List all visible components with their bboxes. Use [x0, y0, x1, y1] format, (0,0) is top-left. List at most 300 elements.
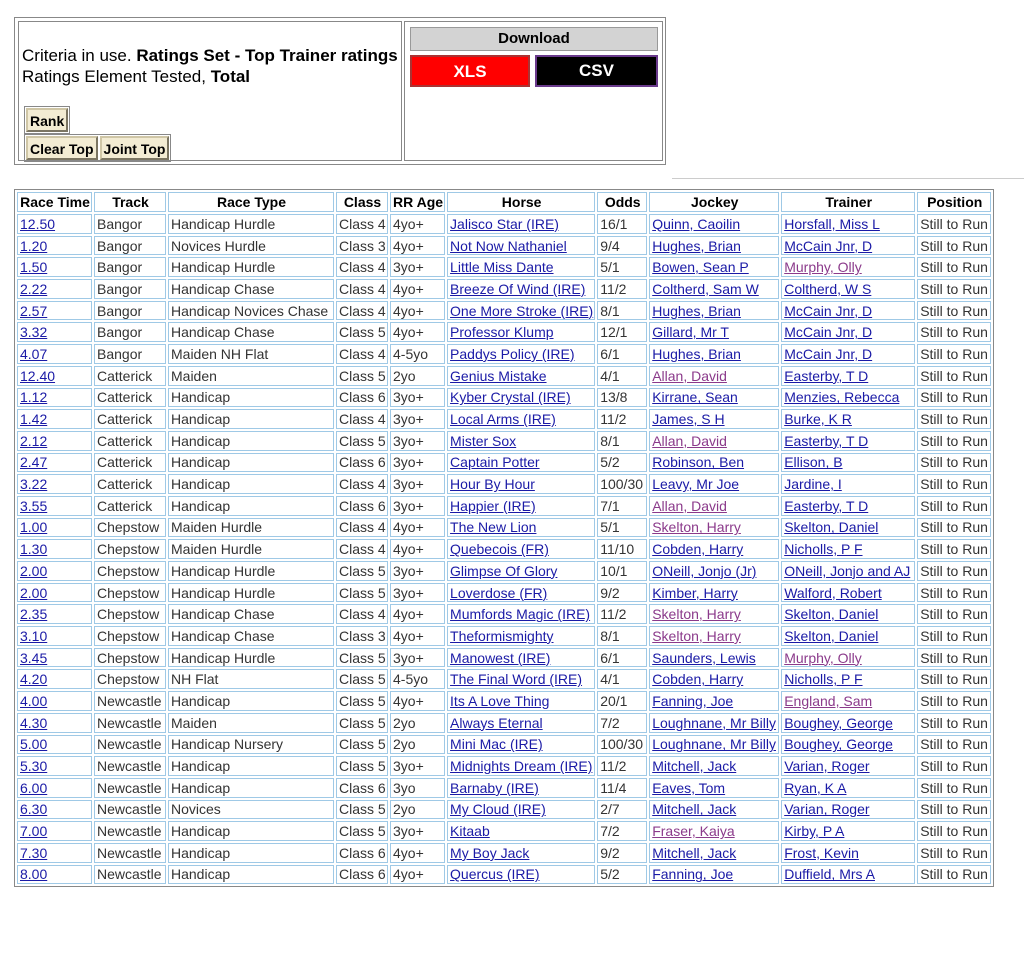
track-cell: Newcastle [94, 713, 166, 733]
odds-cell: 8/1 [597, 626, 647, 646]
race-type-cell: Handicap [168, 453, 334, 473]
jockey-link[interactable]: ONeill, Jonjo (Jr) [652, 562, 757, 579]
header-rr-age: RR Age [390, 192, 445, 212]
class-cell: Class 4 [336, 474, 388, 494]
race-time-link[interactable]: 2.12 [20, 432, 48, 449]
table-row [17, 366, 991, 386]
trainer-link[interactable]: Kirby, P A [784, 823, 845, 840]
odds-cell: 11/4 [597, 778, 647, 798]
odds-cell: 6/1 [597, 344, 647, 364]
horse-link[interactable]: Happier (IRE) [450, 497, 536, 514]
odds-cell: 2/7 [597, 800, 647, 820]
jockey-link[interactable]: Kirrane, Sean [652, 389, 738, 406]
odds-cell: 4/1 [597, 366, 647, 386]
track-cell: Newcastle [94, 691, 166, 711]
track-cell: Chepstow [94, 669, 166, 689]
jockey-cell [649, 474, 779, 494]
jockey-link[interactable]: Loughnane, Mr Billy [652, 714, 776, 731]
trainer-link[interactable]: Ryan, K A [784, 779, 847, 796]
jockey-link[interactable]: Allan, David [652, 497, 727, 514]
trainer-cell [781, 474, 915, 494]
track-cell: Newcastle [94, 756, 166, 776]
trainer-link[interactable]: McCain Jnr, D [784, 345, 873, 362]
track-cell: Newcastle [94, 800, 166, 820]
class-cell: Class 3 [336, 626, 388, 646]
trainer-link[interactable]: England, Sam [784, 692, 873, 709]
horse-link[interactable]: Jalisco Star (IRE) [450, 215, 559, 232]
horse-cell [447, 539, 595, 559]
position-cell: Still to Run [917, 626, 991, 646]
races-table [14, 189, 994, 887]
header-race-time: Race Time [17, 192, 92, 212]
rr-age-cell: 2yo [390, 366, 445, 386]
race-time-link[interactable]: 7.30 [20, 844, 48, 861]
race-time-cell [17, 518, 92, 538]
download-heading: Download [410, 27, 658, 51]
race-time-cell [17, 691, 92, 711]
trainer-link[interactable]: Easterby, T D [784, 432, 869, 449]
horse-cell [447, 821, 595, 841]
rr-age-cell: 3yo+ [390, 431, 445, 451]
trainer-link[interactable]: Ellison, B [784, 454, 843, 471]
horse-link[interactable]: The Final Word (IRE) [450, 671, 583, 688]
race-type-cell: Handicap [168, 821, 334, 841]
trainer-cell [781, 214, 915, 234]
odds-cell: 7/2 [597, 821, 647, 841]
jockey-cell [649, 431, 779, 451]
race-time-cell [17, 626, 92, 646]
class-cell: Class 5 [336, 735, 388, 755]
trainer-link[interactable]: Skelton, Daniel [784, 627, 879, 644]
criteria-box [18, 21, 402, 161]
race-time-link[interactable]: 3.22 [20, 476, 48, 493]
horse-cell [447, 496, 595, 516]
race-type-cell: Handicap [168, 496, 334, 516]
horse-cell [447, 453, 595, 473]
horse-cell [447, 344, 595, 364]
jockey-link[interactable]: Allan, David [652, 367, 727, 384]
table-row [17, 518, 991, 538]
trainer-link[interactable]: Skelton, Daniel [784, 519, 879, 536]
rr-age-cell: 4yo+ [390, 843, 445, 863]
trainer-link[interactable]: Easterby, T D [784, 497, 869, 514]
horse-cell [447, 366, 595, 386]
table-row [17, 691, 991, 711]
top-buttons-group [24, 134, 171, 162]
joint-top-button[interactable]: Joint Top [100, 136, 170, 160]
horse-cell [447, 669, 595, 689]
position-cell: Still to Run [917, 865, 991, 885]
race-time-link[interactable]: 3.32 [20, 324, 48, 341]
jockey-link[interactable]: Eaves, Tom [652, 779, 726, 796]
race-type-cell: Handicap [168, 778, 334, 798]
jockey-link[interactable]: Skelton, Harry [652, 627, 741, 644]
race-time-cell [17, 648, 92, 668]
position-cell: Still to Run [917, 431, 991, 451]
race-time-link[interactable]: 1.00 [20, 519, 48, 536]
trainer-cell [781, 322, 915, 342]
horse-link[interactable]: Quebecois (FR) [450, 541, 549, 558]
race-type-cell: Maiden Hurdle [168, 539, 334, 559]
rr-age-cell: 4yo+ [390, 539, 445, 559]
race-time-link[interactable]: 1.50 [20, 259, 48, 276]
horse-cell [447, 431, 595, 451]
table-row [17, 409, 991, 429]
position-cell: Still to Run [917, 257, 991, 277]
horse-link[interactable]: Mister Sox [450, 432, 517, 449]
jockey-link[interactable]: Loughnane, Mr Billy [652, 736, 776, 753]
race-time-link[interactable]: 6.00 [20, 779, 48, 796]
horse-link[interactable]: Breeze Of Wind (IRE) [450, 280, 586, 297]
horse-link[interactable]: Local Arms (IRE) [450, 411, 556, 428]
rank-button-group [24, 106, 70, 134]
rr-age-cell: 2yo [390, 735, 445, 755]
trainer-link[interactable]: McCain Jnr, D [784, 324, 873, 341]
criteria-panel [14, 17, 666, 165]
position-cell: Still to Run [917, 236, 991, 256]
jockey-cell [649, 539, 779, 559]
rr-age-cell: 4yo+ [390, 236, 445, 256]
race-time-link[interactable]: 6.30 [20, 801, 48, 818]
clear-top-button[interactable]: Clear Top [26, 136, 98, 160]
odds-cell: 20/1 [597, 691, 647, 711]
jockey-cell [649, 453, 779, 473]
horse-link[interactable]: Glimpse Of Glory [450, 562, 558, 579]
jockey-link[interactable]: Allan, David [652, 432, 727, 449]
jockey-link[interactable]: Skelton, Harry [652, 606, 741, 623]
trainer-cell [781, 388, 915, 408]
race-time-link[interactable]: 1.30 [20, 541, 48, 558]
horse-cell [447, 865, 595, 885]
trainer-link[interactable]: Varian, Roger [784, 801, 870, 818]
horse-cell [447, 604, 595, 624]
trainer-link[interactable]: Jardine, I [784, 476, 842, 493]
trainer-cell [781, 735, 915, 755]
jockey-link[interactable]: Fanning, Joe [652, 692, 734, 709]
rr-age-cell: 4yo+ [390, 518, 445, 538]
class-cell: Class 4 [336, 279, 388, 299]
position-cell: Still to Run [917, 756, 991, 776]
horse-link[interactable]: Always Eternal [450, 714, 543, 731]
jockey-link[interactable]: Fraser, Kaiya [652, 823, 735, 840]
race-type-cell: Handicap [168, 474, 334, 494]
track-cell: Catterick [94, 388, 166, 408]
table-row [17, 821, 991, 841]
race-type-cell: Novices Hurdle [168, 236, 334, 256]
horse-link[interactable]: One More Stroke (IRE) [450, 302, 594, 319]
odds-cell: 13/8 [597, 388, 647, 408]
odds-cell: 4/1 [597, 669, 647, 689]
races-table-body [17, 214, 991, 884]
race-time-cell [17, 778, 92, 798]
class-cell: Class 5 [336, 821, 388, 841]
trainer-cell [781, 453, 915, 473]
trainer-link[interactable]: Duffield, Mrs A [784, 866, 875, 883]
track-cell: Newcastle [94, 865, 166, 885]
trainer-link[interactable]: ONeill, Jonjo and AJ [784, 562, 911, 579]
race-time-link[interactable]: 1.12 [20, 389, 48, 406]
odds-cell: 8/1 [597, 431, 647, 451]
ratings-element-label: Ratings Element Tested, [22, 67, 211, 86]
race-time-link[interactable]: 12.50 [20, 215, 56, 232]
jockey-cell [649, 756, 779, 776]
jockey-link[interactable]: Hughes, Brian [652, 302, 741, 319]
horse-link[interactable]: Mini Mac (IRE) [450, 736, 543, 753]
race-time-link[interactable]: 8.00 [20, 866, 48, 883]
race-time-cell [17, 366, 92, 386]
jockey-link[interactable]: Skelton, Harry [652, 519, 741, 536]
race-time-link[interactable]: 4.20 [20, 671, 48, 688]
header-position: Position [917, 192, 991, 212]
jockey-link[interactable]: Fanning, Joe [652, 866, 734, 883]
trainer-cell [781, 756, 915, 776]
trainer-cell [781, 583, 915, 603]
trainer-cell [781, 539, 915, 559]
jockey-cell [649, 214, 779, 234]
horse-link[interactable]: Midnights Dream (IRE) [450, 758, 593, 775]
jockey-cell [649, 604, 779, 624]
jockey-link[interactable]: Quinn, Caoilin [652, 215, 741, 232]
criteria-line-2 [22, 66, 398, 87]
horse-link[interactable]: Kyber Crystal (IRE) [450, 389, 571, 406]
race-type-cell: Maiden NH Flat [168, 344, 334, 364]
horse-link[interactable]: Genius Mistake [450, 367, 547, 384]
race-time-cell [17, 713, 92, 733]
track-cell: Catterick [94, 453, 166, 473]
odds-cell: 16/1 [597, 214, 647, 234]
jockey-link[interactable]: Saunders, Lewis [652, 649, 756, 666]
rr-age-cell: 4yo+ [390, 214, 445, 234]
track-cell: Newcastle [94, 778, 166, 798]
class-cell: Class 5 [336, 322, 388, 342]
race-time-link[interactable]: 1.20 [20, 237, 48, 254]
jockey-cell [649, 409, 779, 429]
table-row [17, 236, 991, 256]
rr-age-cell: 4yo+ [390, 691, 445, 711]
header-horse: Horse [447, 192, 595, 212]
race-time-link[interactable]: 2.47 [20, 454, 48, 471]
race-time-link[interactable]: 3.45 [20, 649, 48, 666]
race-type-cell: Handicap [168, 843, 334, 863]
jockey-link[interactable]: Leavy, Mr Joe [652, 476, 740, 493]
track-cell: Chepstow [94, 539, 166, 559]
track-cell: Bangor [94, 236, 166, 256]
trainer-link[interactable]: Easterby, T D [784, 367, 869, 384]
odds-cell: 10/1 [597, 561, 647, 581]
horse-cell [447, 648, 595, 668]
race-time-link[interactable]: 2.00 [20, 584, 48, 601]
horse-link[interactable]: Captain Potter [450, 454, 540, 471]
table-row [17, 735, 991, 755]
rr-age-cell: 4yo+ [390, 301, 445, 321]
jockey-cell [649, 366, 779, 386]
race-time-link[interactable]: 12.40 [20, 367, 56, 384]
jockey-cell [649, 713, 779, 733]
horse-link[interactable]: Barnaby (IRE) [450, 779, 539, 796]
horse-link[interactable]: My Cloud (IRE) [450, 801, 546, 818]
horse-link[interactable]: Not Now Nathaniel [450, 237, 567, 254]
horse-cell [447, 214, 595, 234]
race-time-link[interactable]: 5.00 [20, 736, 48, 753]
race-time-link[interactable]: 2.57 [20, 302, 48, 319]
horse-link[interactable]: Paddys Policy (IRE) [450, 345, 575, 362]
trainer-link[interactable]: Boughey, George [784, 714, 893, 731]
jockey-link[interactable]: Mitchell, Jack [652, 758, 737, 775]
horse-cell [447, 409, 595, 429]
jockey-cell [649, 626, 779, 646]
track-cell: Catterick [94, 431, 166, 451]
table-row [17, 669, 991, 689]
jockey-link[interactable]: Gillard, Mr T [652, 324, 729, 341]
jockey-link[interactable]: Mitchell, Jack [652, 801, 737, 818]
track-cell: Chepstow [94, 518, 166, 538]
race-type-cell: Handicap [168, 865, 334, 885]
trainer-link[interactable]: Skelton, Daniel [784, 606, 879, 623]
rr-age-cell: 2yo [390, 800, 445, 820]
jockey-link[interactable]: Hughes, Brian [652, 345, 741, 362]
trainer-link[interactable]: Burke, K R [784, 411, 852, 428]
horse-link[interactable]: Its A Love Thing [450, 692, 550, 709]
race-time-cell [17, 431, 92, 451]
jockey-link[interactable]: James, S H [652, 411, 725, 428]
trainer-cell [781, 496, 915, 516]
odds-cell: 100/30 [597, 474, 647, 494]
rr-age-cell: 3yo+ [390, 474, 445, 494]
trainer-cell [781, 648, 915, 668]
trainer-link[interactable]: Varian, Roger [784, 758, 870, 775]
rr-age-cell: 3yo+ [390, 409, 445, 429]
criteria-line-1 [22, 45, 398, 66]
race-type-cell: Maiden Hurdle [168, 518, 334, 538]
jockey-cell [649, 669, 779, 689]
jockey-link[interactable]: Cobden, Harry [652, 671, 744, 688]
horse-link[interactable]: My Boy Jack [450, 844, 530, 861]
horse-link[interactable]: The New Lion [450, 519, 537, 536]
rr-age-cell: 3yo+ [390, 496, 445, 516]
horse-cell [447, 388, 595, 408]
trainer-link[interactable]: Frost, Kevin [784, 844, 859, 861]
trainer-link[interactable]: McCain Jnr, D [784, 302, 873, 319]
rr-age-cell: 4yo+ [390, 604, 445, 624]
xls-download-button[interactable]: XLS [410, 55, 530, 87]
track-cell: Chepstow [94, 648, 166, 668]
class-cell: Class 6 [336, 496, 388, 516]
odds-cell: 6/1 [597, 648, 647, 668]
jockey-link[interactable]: Hughes, Brian [652, 237, 741, 254]
track-cell: Chepstow [94, 626, 166, 646]
race-time-link[interactable]: 3.55 [20, 497, 48, 514]
race-time-link[interactable]: 5.30 [20, 758, 48, 775]
race-time-link[interactable]: 7.00 [20, 823, 48, 840]
header-race-type: Race Type [168, 192, 334, 212]
jockey-cell [649, 236, 779, 256]
track-cell: Bangor [94, 279, 166, 299]
trainer-link[interactable]: Coltherd, W S [784, 280, 872, 297]
horse-cell [447, 713, 595, 733]
race-time-link[interactable]: 2.00 [20, 562, 48, 579]
table-row [17, 496, 991, 516]
trainer-link[interactable]: McCain Jnr, D [784, 237, 873, 254]
criteria-text [22, 45, 398, 87]
race-time-cell [17, 583, 92, 603]
race-time-link[interactable]: 2.22 [20, 280, 48, 297]
trainer-link[interactable]: Murphy, Olly [784, 259, 862, 276]
class-cell: Class 4 [336, 301, 388, 321]
jockey-cell [649, 518, 779, 538]
jockey-cell [649, 691, 779, 711]
rank-button[interactable]: Rank [26, 108, 68, 132]
race-time-cell [17, 388, 92, 408]
race-time-link[interactable]: 1.42 [20, 411, 48, 428]
jockey-link[interactable]: Bowen, Sean P [652, 259, 749, 276]
horse-cell [447, 756, 595, 776]
race-time-link[interactable]: 4.00 [20, 692, 48, 709]
class-cell: Class 4 [336, 539, 388, 559]
trainer-link[interactable]: Menzies, Rebecca [784, 389, 900, 406]
horse-link[interactable]: Hour By Hour [450, 476, 535, 493]
horse-link[interactable]: Mumfords Magic (IRE) [450, 606, 591, 623]
race-time-cell [17, 604, 92, 624]
jockey-link[interactable]: Cobden, Harry [652, 541, 744, 558]
horse-link[interactable]: Theformismighty [450, 627, 554, 644]
class-cell: Class 5 [336, 366, 388, 386]
race-time-link[interactable]: 4.30 [20, 714, 48, 731]
header-track: Track [94, 192, 166, 212]
trainer-link[interactable]: Nicholls, P F [784, 671, 863, 688]
jockey-link[interactable]: Coltherd, Sam W [652, 280, 759, 297]
horse-link[interactable]: Loverdose (FR) [450, 584, 548, 601]
header-jockey: Jockey [649, 192, 779, 212]
race-type-cell: Handicap Hurdle [168, 561, 334, 581]
horse-link[interactable]: Manowest (IRE) [450, 649, 551, 666]
trainer-link[interactable]: Walford, Robert [784, 584, 882, 601]
jockey-link[interactable]: Robinson, Ben [652, 454, 745, 471]
trainer-link[interactable]: Horsfall, Miss L [784, 215, 880, 232]
class-cell: Class 5 [336, 800, 388, 820]
trainer-link[interactable]: Nicholls, P F [784, 541, 863, 558]
horse-link[interactable]: Kitaab [450, 823, 490, 840]
jockey-cell [649, 388, 779, 408]
race-time-link[interactable]: 2.35 [20, 606, 48, 623]
table-header-row [17, 192, 991, 212]
race-time-cell [17, 453, 92, 473]
csv-download-button[interactable]: CSV [535, 55, 658, 87]
race-type-cell: Handicap Hurdle [168, 648, 334, 668]
horse-link[interactable]: Professor Klump [450, 324, 554, 341]
class-cell: Class 5 [336, 648, 388, 668]
race-time-link[interactable]: 3.10 [20, 627, 48, 644]
position-cell: Still to Run [917, 583, 991, 603]
race-time-link[interactable]: 4.07 [20, 345, 48, 362]
table-row [17, 756, 991, 776]
race-time-cell [17, 669, 92, 689]
table-row [17, 648, 991, 668]
track-cell: Bangor [94, 301, 166, 321]
jockey-link[interactable]: Mitchell, Jack [652, 844, 737, 861]
trainer-cell [781, 409, 915, 429]
trainer-link[interactable]: Murphy, Olly [784, 649, 862, 666]
jockey-link[interactable]: Kimber, Harry [652, 584, 738, 601]
jockey-cell [649, 800, 779, 820]
class-cell: Class 5 [336, 431, 388, 451]
odds-cell: 5/1 [597, 257, 647, 277]
horse-link[interactable]: Little Miss Dante [450, 259, 554, 276]
odds-cell: 5/2 [597, 865, 647, 885]
trainer-cell [781, 301, 915, 321]
horse-link[interactable]: Quercus (IRE) [450, 866, 540, 883]
trainer-link[interactable]: Boughey, George [784, 736, 893, 753]
table-row [17, 539, 991, 559]
